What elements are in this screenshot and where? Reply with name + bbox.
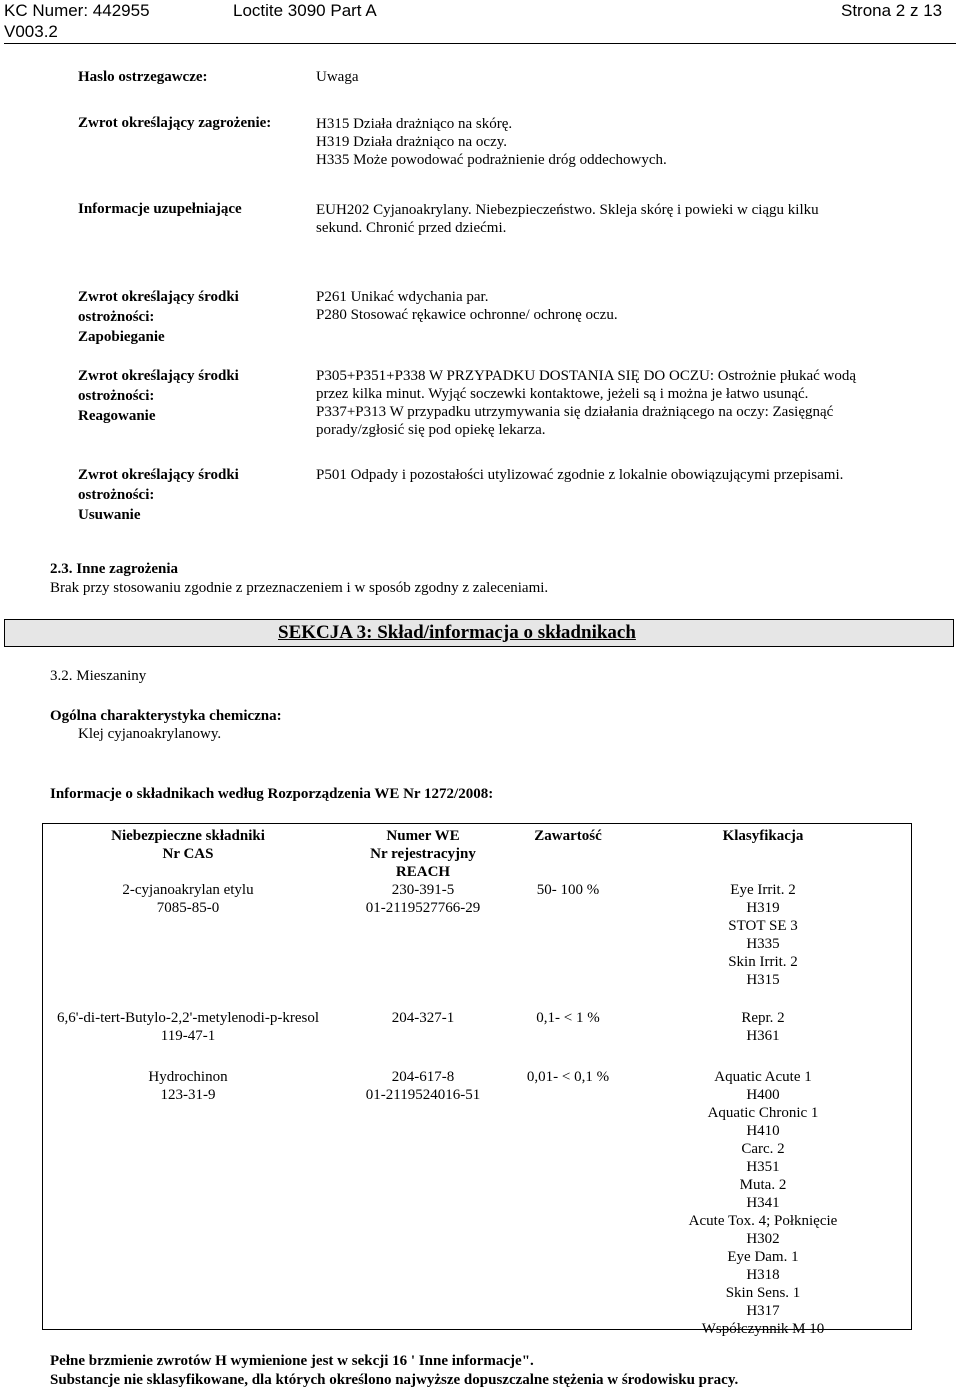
disposal-label-line: Usuwanie	[78, 507, 141, 523]
cell-line: Carc. 2	[741, 1141, 785, 1157]
cell-line: Eye Irrit. 2	[730, 882, 796, 898]
cell-line: H361	[746, 1028, 780, 1044]
supplemental-line: EUH202 Cyjanoakrylany. Niebezpieczeństwo. Skleja skórę i powieki w ciągu kilku	[316, 202, 819, 218]
cell-line: H335	[746, 936, 780, 952]
cell-line: Skin Irrit. 2	[728, 954, 798, 970]
disposal-label-line: Zwrot określający środki	[78, 467, 239, 483]
header-cell-line: Nr CAS	[162, 846, 214, 862]
cell-line: Aquatic Acute 1	[714, 1069, 812, 1085]
cell-line: H319	[746, 900, 780, 916]
cell-line: 7085-85-0	[156, 900, 220, 916]
prevention-statements	[316, 288, 618, 324]
other-hazards-title: 2.3. Inne zagrożenia	[50, 561, 179, 577]
cell-line: 230-391-5	[391, 882, 455, 898]
response-label	[78, 366, 239, 426]
cell-line: 123-31-9	[160, 1087, 216, 1103]
supplemental-info	[316, 201, 819, 237]
hazard-line: H335 Może powodować podrażnienie dróg oddechowych.	[316, 152, 667, 168]
cell-line: 2-cyjanoakrylan etylu	[122, 882, 254, 898]
response-label-line: Zwrot określający środki	[78, 368, 239, 384]
prevention-line: P261 Unikać wdychania par.	[316, 289, 489, 305]
cell-line: Skin Sens. 1	[725, 1285, 801, 1301]
cell-line: Współczynnik M 10	[701, 1321, 825, 1337]
response-line: porady/zgłosić się pod opiekę lekarza.	[316, 422, 546, 438]
table-row-3-classification	[668, 1068, 858, 1338]
cell-line: 01-2119524016-51	[365, 1087, 481, 1103]
prevention-label-line: ostrożności:	[78, 309, 155, 325]
disposal-label	[78, 465, 239, 525]
header-divider	[4, 43, 956, 44]
cell-line: STOT SE 3	[728, 918, 798, 934]
section-title: SEKCJA 3: Skład/informacja o składnikach	[278, 622, 636, 643]
response-line: P305+P351+P338 W PRZYPADKU DOSTANIA SIĘ DO OCZU: Ostrożnie płukać wodą	[316, 368, 857, 384]
footer-note-2: Substancje nie sklasyfikowane, dla których określono najwyższe dopuszczalne stężenia w środowisku pracy.	[50, 1372, 739, 1388]
table-row-2-ingredient	[43, 1009, 333, 1045]
supplemental-label: Informacje uzupełniające	[78, 201, 242, 217]
header-cell-line: REACH	[395, 864, 451, 880]
header-content: Zawartość	[534, 828, 602, 844]
page-number: Strona 2 z 13	[841, 1, 943, 20]
prevention-line: P280 Stosować rękawice ochronne/ ochronę oczu.	[316, 307, 618, 323]
table-row-1-classification	[688, 881, 838, 989]
disposal-statement: P501 Odpady i pozostałości utylizować zgodnie z lokalnie obowiązującymi przepisami.	[316, 467, 844, 483]
cell-line: 6,6'-di-tert-Butylo-2,2'-metylenodi-p-kresol	[56, 1010, 319, 1026]
header-cell-line: Nr rejestracyjny	[370, 846, 476, 862]
header-cell-line: Numer WE	[386, 828, 460, 844]
prevention-label-line: Zapobieganie	[78, 329, 165, 345]
cell-line: H317	[746, 1303, 780, 1319]
cell-line: H302	[746, 1231, 780, 1247]
table-row-3-ingredient	[73, 1068, 303, 1104]
response-line: P337+P313 W przypadku utrzymywania się działania drażniącego na oczy: Zasięgnąć	[316, 404, 834, 420]
prevention-label-line: Zwrot określający środki	[78, 289, 239, 305]
header-classification: Klasyfikacja	[722, 828, 804, 844]
table-row-2-content: 0,1- < 1 %	[536, 1010, 600, 1026]
table-row-3-content: 0,01- < 0,1 %	[526, 1069, 610, 1085]
general-characteristics-label: Ogólna charakterystyka chemiczna:	[50, 708, 282, 724]
cell-line: 01-2119527766-29	[365, 900, 481, 916]
cell-line: Eye Dam. 1	[727, 1249, 799, 1265]
cell-line: H315	[746, 972, 780, 988]
cell-line: Repr. 2	[741, 1010, 785, 1026]
cell-line: Aquatic Chronic 1	[707, 1105, 819, 1121]
cell-line: Muta. 2	[739, 1177, 787, 1193]
other-hazards-text: Brak przy stosowaniu zgodnie z przeznaczeniem i w sposób zgodny z zaleceniami.	[50, 580, 549, 596]
product-name: Loctite 3090 Part A	[233, 1, 377, 20]
mixtures-title: 3.2. Mieszaniny	[50, 668, 147, 684]
cell-line: H351	[746, 1159, 780, 1175]
table-row-1-ingredient	[73, 881, 303, 917]
table-row-3-ec	[343, 1068, 503, 1104]
cell-line: 204-617-8	[391, 1069, 455, 1085]
hazard-line: H319 Działa drażniąco na oczy.	[316, 134, 508, 150]
response-label-line: ostrożności:	[78, 388, 155, 404]
table-row-2-ec: 204-327-1	[391, 1010, 455, 1026]
ingredients-table	[42, 823, 912, 1337]
response-line: przez kilka minut. Wyjąć soczewki kontaktowe, jeżeli są i można je łatwo usunąć.	[316, 386, 809, 402]
cell-line: Hydrochinon	[148, 1069, 228, 1085]
cell-line: 119-47-1	[160, 1028, 216, 1044]
table-row-1-content: 50- 100 %	[536, 882, 600, 898]
header-ec-number	[343, 827, 503, 881]
version: V003.2	[4, 22, 58, 41]
disposal-label-line: ostrożności:	[78, 487, 155, 503]
response-statements	[316, 367, 856, 439]
ingredients-title: Informacje o składnikach według Rozporządzenia WE Nr 1272/2008:	[50, 786, 494, 802]
cell-line: Acute Tox. 4; Połknięcie	[688, 1213, 838, 1229]
footer-note-1: Pełne brzmienie zwrotów H wymienione jest w sekcji 16 ' Inne informacje".	[50, 1353, 534, 1369]
table-row-2-classification	[688, 1009, 838, 1045]
header-ingredients	[73, 827, 303, 863]
signal-word: Uwaga	[316, 69, 359, 85]
prevention-label	[78, 287, 239, 347]
supplemental-line: sekund. Chronić przed dziećmi.	[316, 220, 507, 236]
hazard-line: H315 Działa drażniąco na skórę.	[316, 116, 513, 132]
response-label-line: Reagowanie	[78, 408, 156, 424]
header-cell-line: Niebezpieczne składniki	[111, 828, 265, 844]
general-characteristics-value: Klej cyjanoakrylanowy.	[78, 726, 222, 742]
cell-line: H341	[746, 1195, 780, 1211]
kc-number: KC Numer: 442955	[4, 1, 150, 20]
signal-word-label: Haslo ostrzegawcze:	[78, 69, 208, 85]
table-row-1-ec	[343, 881, 503, 917]
hazard-statements	[316, 115, 667, 169]
cell-line: H400	[746, 1087, 780, 1103]
cell-line: H410	[746, 1123, 780, 1139]
hazard-label: Zwrot określający zagrożenie:	[78, 115, 272, 131]
cell-line: H318	[746, 1267, 780, 1283]
